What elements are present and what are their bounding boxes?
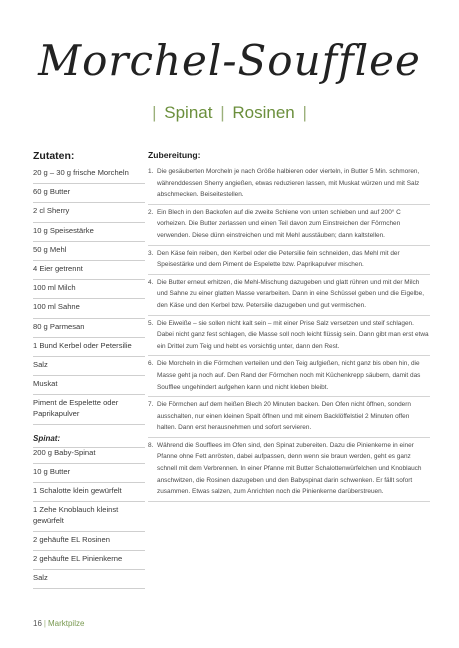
preparation-step (148, 207, 430, 246)
preparation-step (148, 399, 430, 438)
ingredient-item: 10 g Butter (33, 464, 145, 483)
ingredient-item: 2 cl Sherry (33, 203, 145, 222)
ingredients-list (33, 168, 145, 425)
subtitle-divider: | (152, 103, 157, 122)
ingredient-item: 2 gehäufte EL Rosinen (33, 532, 145, 551)
preparation-step (148, 358, 430, 397)
ingredient-item: Salz (33, 357, 145, 376)
preparation-heading: Zubereitung: (148, 150, 201, 160)
ingredient-item: 1 Schalotte klein gewürfelt (33, 483, 145, 502)
step-number: 5. (148, 319, 154, 327)
ingredient-item: 1 Zehe Knoblauch kleinst gewürfelt (33, 502, 145, 531)
step-number: 1. (148, 168, 154, 175)
ingredient-item: 2 gehäufte EL Pinienkerne (33, 551, 145, 570)
ingredient-item: 50 g Mehl (33, 242, 145, 261)
preparation-steps (148, 166, 430, 502)
step-number: 2. (148, 208, 154, 216)
step-text: Die gesäuberten Morcheln je nach Größe halbieren oder vierteln, in Butter 5 Min. schmoren, währenddessen Sherry angießen, etwas reduzieren lassen, mit Muskat würzen und mit Salz abschmecken. Beiseitestellen. (157, 168, 420, 199)
footer-section: Marktpilze (47, 619, 85, 628)
preparation-step (148, 277, 430, 316)
step-number: 6. (148, 360, 154, 368)
subtitle-divider: | (220, 103, 225, 122)
subtitle-item-spinat: Spinat (164, 103, 213, 122)
ingredient-item: Salz (33, 570, 145, 589)
preparation-step (148, 318, 430, 357)
preparation-step (148, 440, 430, 502)
step-text: Die Förmchen auf dem heißen Blech 20 Minuten backen. Den Ofen nicht öffnen, sondern ausschalten, nur einen kleinen Spalt öffnen und mit einem Backlöffelstiel 2 Minuten offen halten. Dann erst herausnehmen und sofort servieren. (157, 401, 411, 432)
step-text: Ein Blech in den Backofen auf die zweite Schiene von unten schieben und auf 200° C vorheizen. Die Butter zerlassen und einen Teil davon zum Einstreichen der Förmchen verwenden. Diese dünn einstreichen und mit Mehl ausstäuben; dann kaltstellen. (157, 208, 401, 239)
page-footer (33, 619, 84, 628)
spinat-heading: Spinat: (33, 434, 145, 448)
step-number: 3. (148, 249, 154, 257)
ingredient-item: 4 Eier getrennt (33, 261, 145, 280)
footer-divider: | (43, 619, 46, 628)
step-number: 4. (148, 278, 154, 286)
step-text: Die Eiweiße – sie sollen nicht kalt sein – mit einer Prise Salz versetzen und steif schlagen. Dabei nicht ganz fest schlagen, die Masse soll noch leicht flüssig sein. Dann gibt man erst etwa ein Drittel zum Teig und hebt es vorsichtig unter, dann den Rest. (157, 319, 429, 350)
ingredients-heading: Zutaten: (33, 150, 75, 162)
step-text: Den Käse fein reiben, den Kerbel oder die Petersilie fein schneiden, das Mehl mit der Speisestärke und dem Piment de Espelette bzw. Paprikapulver mischen. (157, 249, 400, 269)
ingredient-item: 1 Bund Kerbel oder Petersilie (33, 338, 145, 357)
ingredient-item: 60 g Butter (33, 184, 145, 203)
step-text: Die Butter erneut erhitzen, die Mehl-Mischung dazugeben und glatt rühren und mit der Milch und Sahne zu einer glatten Masse verarbeiten. Dann in eine Schüssel geben und die Eigelbe, den Käse und den Kerbel bzw. Petersilie dazugeben und gut vermischen. (157, 278, 424, 309)
recipe-subtitle (0, 102, 459, 124)
step-number: 7. (148, 401, 154, 409)
ingredient-item: 100 ml Sahne (33, 299, 145, 318)
ingredient-item: 100 ml Milch (33, 280, 145, 299)
subtitle-divider: | (302, 103, 307, 122)
ingredient-item: 20 g – 30 g frische Morcheln (33, 168, 145, 184)
preparation-step (148, 166, 430, 205)
step-number: 8. (148, 441, 154, 449)
ingredient-item: Muskat (33, 376, 145, 395)
step-text: Während die Soufflees im Ofen sind, den Spinat zubereiten. Dazu die Pinienkerne in einer Pfanne ohne Fett anrösten, dabei aufpassen, denn wenn sie braun werden, geht es ganz schnell mit dem Verbrennen. In einer Pfanne mit Butter Schalottenwürfelchen und Knoblauch anschwitzen, die Rosinen dazugeben und den Babyspinat darin schwenken. Er fällt sofort zusammen. Etwas salzen, zum Anrichten noch die Pinienkerne darüberstreuen. (157, 441, 422, 496)
ingredient-item: 200 g Baby-Spinat (33, 448, 145, 464)
ingredient-item: Piment de Espelette oder Paprikapulver (33, 395, 145, 424)
step-text: Die Morcheln in die Förmchen verteilen und den Teig aufgießen, nicht ganz bis oben hin, die Masse geht ja noch auf. Den Rand der Förmchen noch mit Küchenkrepp säubern, damit das Soufflee ungehindert aufgehen kann und nicht kleben bleibt. (157, 360, 421, 391)
preparation-column (148, 150, 430, 504)
recipe-title-text: Morchel-Soufflee (38, 36, 421, 85)
ingredient-item: 10 g Speisestärke (33, 223, 145, 242)
spinat-ingredients-list (33, 448, 145, 590)
page-number: 16 (33, 619, 42, 628)
preparation-step (148, 248, 430, 275)
ingredients-column (33, 150, 145, 589)
subtitle-item-rosinen: Rosinen (232, 103, 295, 122)
recipe-title (0, 30, 459, 100)
ingredient-item: 80 g Parmesan (33, 319, 145, 338)
